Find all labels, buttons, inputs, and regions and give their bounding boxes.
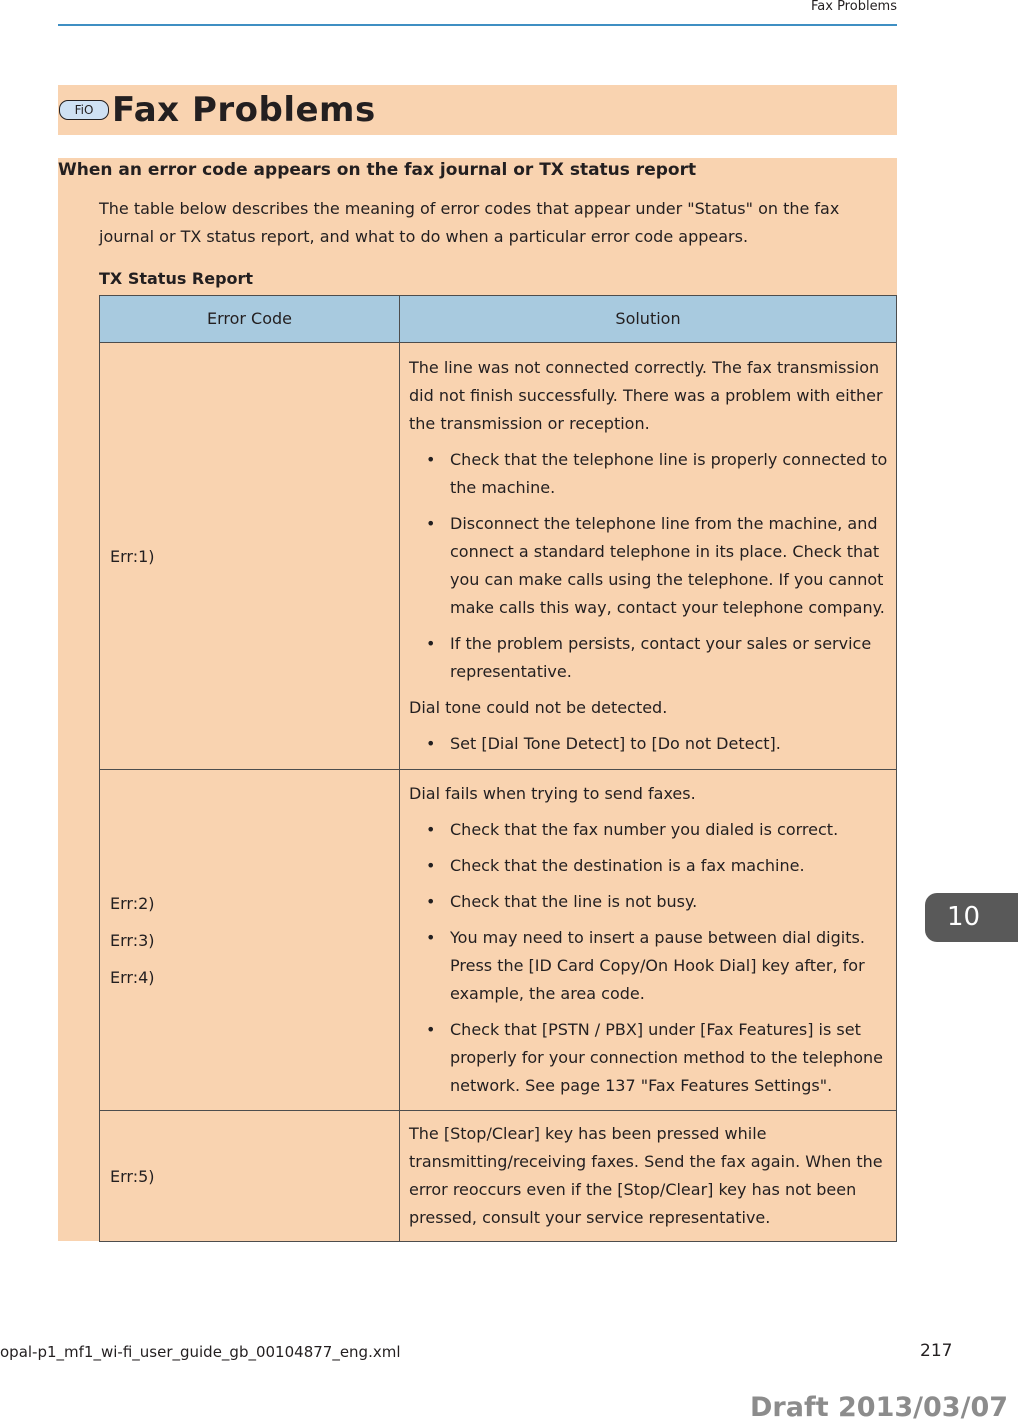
table-row [100,343,897,770]
error-code-cell [100,770,400,1111]
solution-text: Dial fails when trying to send faxes. [409,784,696,803]
solution-cell [400,770,897,1111]
running-header-title: Fax Problems [811,0,897,14]
list-item: • If the problem persists, contact your sales or service representative. [409,630,888,686]
fio-badge-icon: FiO [59,100,109,120]
error-code-cell [100,343,400,770]
error-code: Err:4) [110,967,155,987]
solution-cell [400,343,897,770]
list-item: • Check that the telephone line is properly connected to the machine. [409,446,888,502]
section-heading: When an error code appears on the fax journal or TX status report [58,160,697,180]
error-code: Err:3) [110,930,155,950]
solution-bullet-list [409,816,888,1100]
solution-text: The line was not connected correctly. The fax transmission did not finish successfully. There was a problem with either the transmission or reception. [409,358,883,433]
list-item: • Disconnect the telephone line from the machine, and connect a standard telephone in its place. Check that you can make calls using the telephone. If you cannot make calls this way, contact your telephone company. [409,510,888,622]
table-row [100,1111,897,1242]
chapter-tab: 10 [925,893,1018,942]
list-item: • Check that the destination is a fax machine. [409,852,888,880]
draft-stamp: Draft 2013/03/07 [750,1392,1009,1423]
list-item: • You may need to insert a pause between dial digits. Press the [ID Card Copy/On Hook Dial] key after, for example, the area code. [409,924,888,1008]
error-code: Err:1) [110,546,155,566]
list-item: • Check that the line is not busy. [409,888,888,916]
running-header [58,0,897,26]
intro-paragraph: The table below describes the meaning of error codes that appear under "Status" on the fax journal or TX status report, and what to do when a particular error code appears. [99,199,840,246]
column-header-solution: Solution [400,296,897,343]
page-title: Fax Problems [112,90,376,130]
solution-cell [400,1111,897,1242]
error-code: Err:5) [110,1166,155,1186]
list-item: • Check that [PSTN / PBX] under [Fax Features] is set properly for your connection method to the telephone network. See page 137 "Fax Features Settings". [409,1016,888,1100]
footer-filename: opal-p1_mf1_wi-fi_user_guide_gb_00104877_eng.xml [0,1343,401,1361]
solution-bullet-list [409,730,888,758]
page-number: 217 [920,1341,953,1361]
solution-bullet-list [409,446,888,686]
table-row [100,770,897,1111]
solution-text: The [Stop/Clear] key has been pressed while transmitting/receiving faxes. Send the fax again. When the error reoccurs even if the [Stop/Clear] key has not been pressed, consult your service representative. [409,1124,883,1227]
error-code-cell [100,1111,400,1242]
tx-status-report-table [99,295,897,1242]
list-item: • Check that the fax number you dialed is correct. [409,816,888,844]
solution-text: Dial tone could not be detected. [409,698,668,717]
error-code: Err:2) [110,893,155,913]
table-header-row [100,296,897,343]
list-item: • Set [Dial Tone Detect] to [Do not Detect]. [409,730,888,758]
column-header-error-code: Error Code [100,296,400,343]
table-caption: TX Status Report [99,269,254,288]
title-bar [58,85,897,135]
